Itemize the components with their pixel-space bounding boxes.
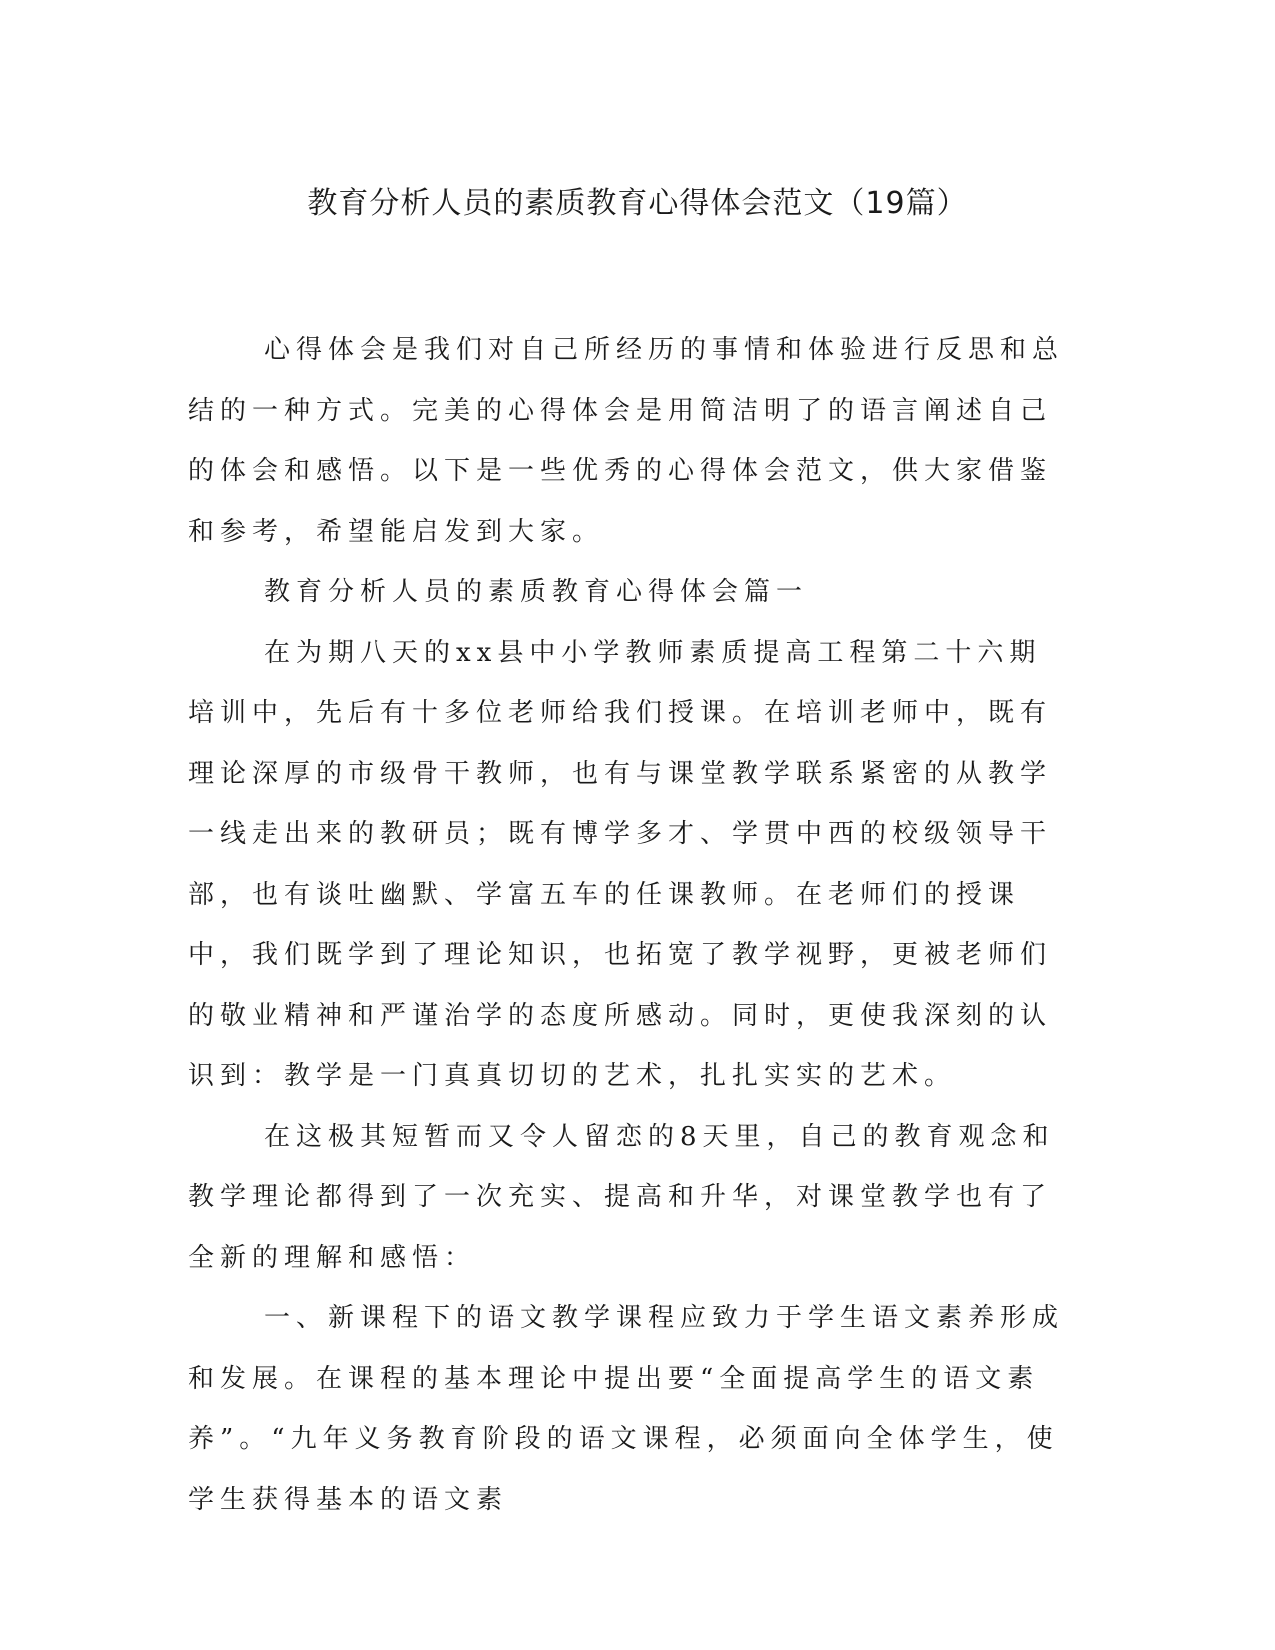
document-body (188, 320, 1068, 1530)
paragraph-intro: 心得体会是我们对自己所经历的事情和体验进行反思和总结的一种方式。完美的心得体会是用简洁明了的语言阐述自己的体会和感悟。以下是一些优秀的心得体会范文，供大家借鉴和参考，希望能启发到大家。 (188, 335, 1065, 547)
document-title: 教育分析人员的素质教育心得体会范文（19篇） (307, 186, 968, 221)
section-heading: 教育分析人员的素质教育心得体会篇一 (264, 577, 809, 607)
paragraph-training: 在为期八天的xx县中小学教师素质提高工程第二十六期培训中，先后有十多位老师给我们授课。在培训老师中，既有理论深厚的市级骨干教师，也有与课堂教学联系紧密的从教学一线走出来的教研员；既有博学多才、学贯中西的校级领导干部，也有谈吐幽默、学富五车的任课教师。在老师们的授课中，我们既学到了理论知识，也拓宽了教学视野，更被老师们的敬业精神和严谨治学的态度所感动。同时，更使我深刻的认识到：教学是一门真真切切的艺术，扎扎实实的艺术。 (188, 637, 1053, 1091)
paragraph-eight-days: 在这极其短暂而又令人留恋的8天里，自己的教育观念和教学理论都得到了一次充实、提高和升华，对课堂教学也有了全新的理解和感悟： (188, 1121, 1055, 1273)
paragraph-point-one: 一、新课程下的语文教学课程应致力于学生语文素养形成和发展。在课程的基本理论中提出要“全面提高学生的语文素养”。“九年义务教育阶段的语文课程，必须面向全体学生，使学生获得基本的语文素 (188, 1303, 1065, 1515)
